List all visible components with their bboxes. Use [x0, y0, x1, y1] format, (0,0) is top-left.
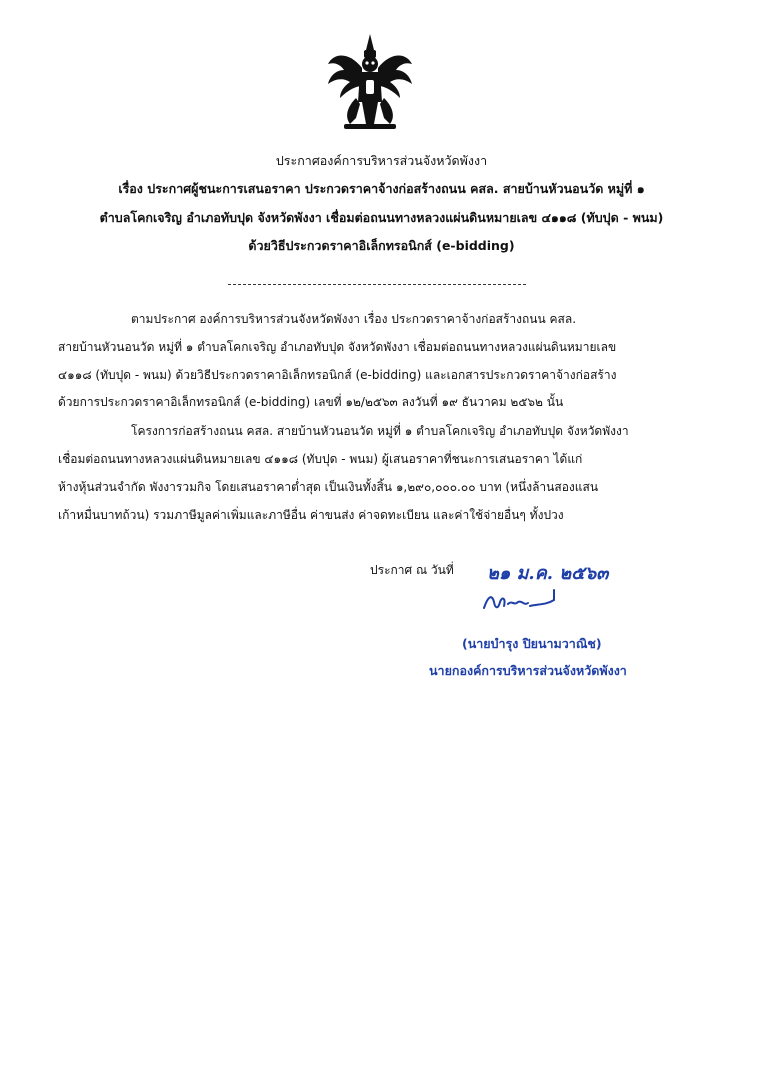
paragraph-1-line-1: ตามประกาศ องค์การบริหารส่วนจังหวัดพังงา เรื่อง ประกวดราคาจ้างก่อสร้างถนน คสล. — [131, 312, 577, 326]
subject-line-2: ตำบลโคกเจริญ อำเภอทับปุด จังหวัดพังงา เชื่อมต่อถนนทางหลวงแผ่นดินหมายเลข ๔๑๑๘ (ทับปุด - พนม) — [99, 210, 664, 225]
paragraph-2-line-4: เก้าหมื่นบาทถ้วน) รวมภาษีมูลค่าเพิ่มและภาษีอื่น ค่าขนส่ง ค่าจดทะเบียน และค่าใช้จ่ายอื่นๆ ทั้งปวง — [58, 508, 564, 522]
subject-line-3: ด้วยวิธีประกวดราคาอิเล็กทรอนิกส์ (e-bidding) — [248, 238, 515, 253]
announced-date-label: ประกาศ ณ วันที่ — [370, 563, 454, 577]
paragraph-1-line-2: สายบ้านหัวนอนวัด หมู่ที่ ๑ ตำบลโคกเจริญ อำเภอทับปุด จังหวัดพังงา เชื่อมต่อถนนทางหลวงแผ่นดินหมายเลข — [58, 340, 617, 354]
issuer-title: ประกาศองค์การบริหารส่วนจังหวัดพังงา — [275, 153, 488, 168]
announced-date-handwritten: ๒๑ ม.ค. ๒๕๖๓ — [487, 563, 609, 584]
paragraph-1-line-4: ด้วยการประกวดราคาอิเล็กทรอนิกส์ (e-bidding) เลขที่ ๑๒/๒๕๖๓ ลงวันที่ ๑๙ ธันวาคม ๒๕๖๒ นั้น — [58, 395, 564, 409]
paragraph-2-line-1: โครงการก่อสร้างถนน คสล. สายบ้านหัวนอนวัด หมู่ที่ ๑ ตำบลโคกเจริญ อำเภอทับปุด จังหวัดพังงา — [131, 424, 629, 438]
subject-line-1: เรื่อง ประกาศผู้ชนะการเสนอราคา ประกวดราคาจ้างก่อสร้างถนน คสล. สายบ้านหัวนอนวัด หมู่ที่ ๑ — [118, 181, 645, 196]
signatory-name: (นายบำรุง ปิยนามวาณิช) — [462, 636, 602, 651]
divider — [228, 284, 526, 285]
paragraph-1-line-3: ๔๑๑๘ (ทับปุด - พนม) ด้วยวิธีประกวดราคาอิเล็กทรอนิกส์ (e-bidding) และเอกสารประกวดราคาจ้างก่อสร้าง — [58, 368, 617, 382]
signature-mark — [480, 588, 560, 614]
garuda-emblem-icon — [322, 32, 418, 132]
paragraph-2-line-3: ห้างหุ้นส่วนจำกัด พังงารวมกิจ โดยเสนอราคาต่ำสุด เป็นเงินทั้งสิ้น ๑,๒๙๐,๐๐๐.๐๐ บาท (หนึ่งล้านสองแสน — [58, 480, 599, 494]
paragraph-2-line-2: เชื่อมต่อถนนทางหลวงแผ่นดินหมายเลข ๔๑๑๘ (ทับปุด - พนม) ผู้เสนอราคาที่ชนะการเสนอราคา ได้แก่ — [58, 452, 583, 466]
signatory-title: นายกองค์การบริหารส่วนจังหวัดพังงา — [429, 663, 627, 678]
